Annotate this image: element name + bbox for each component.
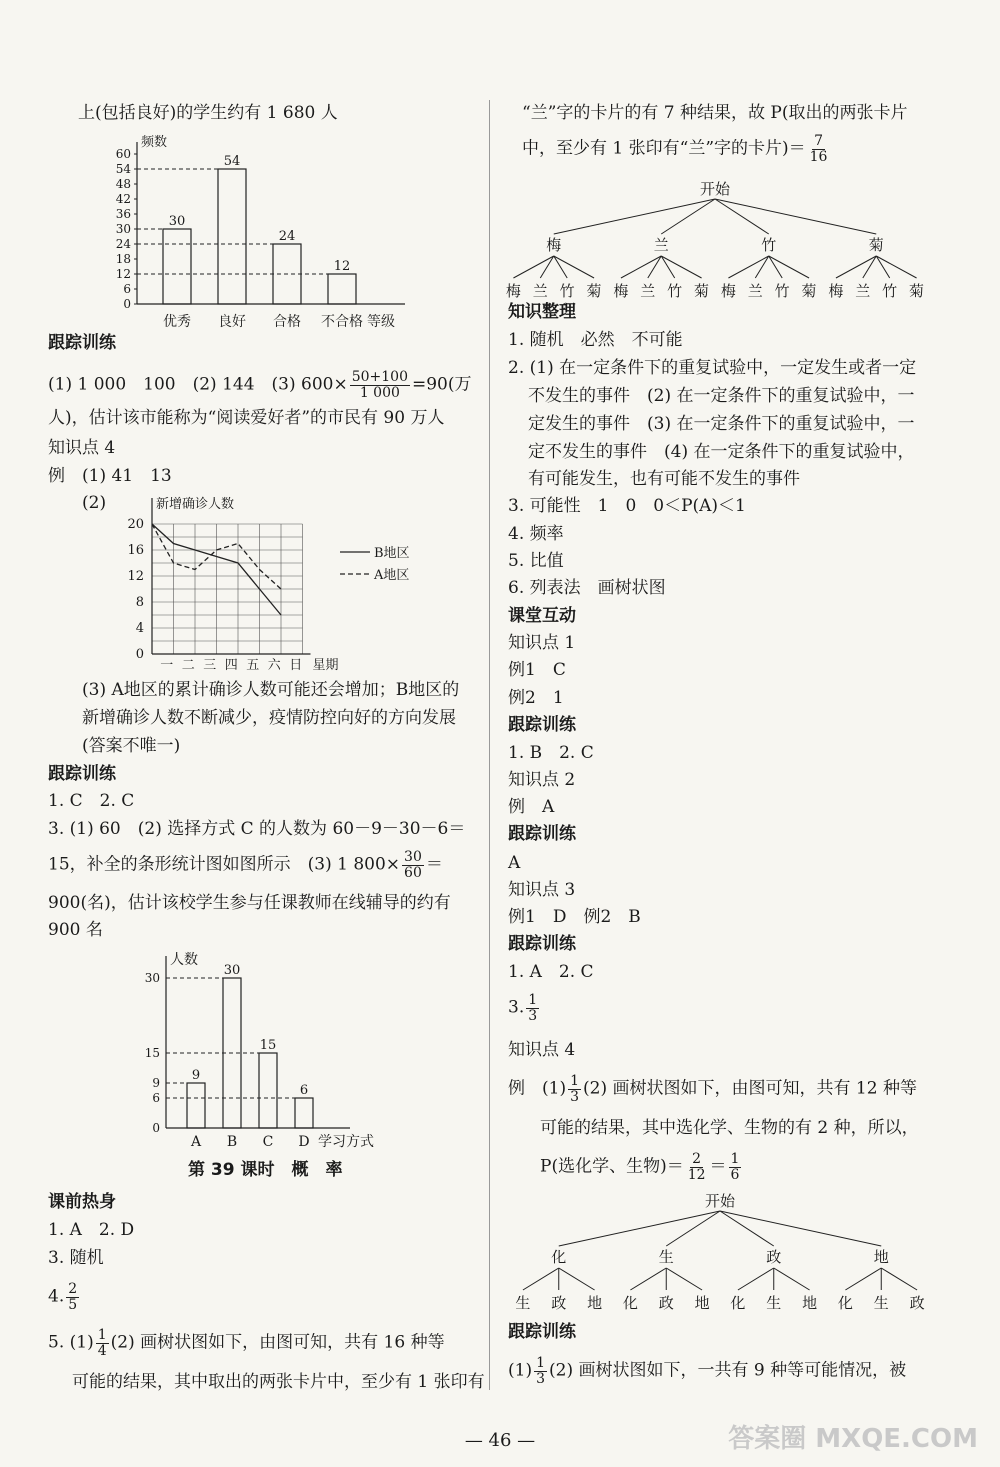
tree-branch <box>720 1211 774 1246</box>
tree-leaf: 生 <box>873 1294 889 1312</box>
text-line: 上(包括良好)的学生约有 1 680 人 <box>78 103 338 123</box>
x-tick-label: D <box>298 1134 310 1150</box>
x-tick-label: 合格 <box>273 314 301 330</box>
bar <box>218 169 246 304</box>
tree-leaf: 化 <box>622 1294 638 1312</box>
tree-leaf: 政 <box>909 1294 925 1312</box>
tree-leaf: 兰 <box>747 282 763 298</box>
y-tick-label: 30 <box>144 971 160 985</box>
case-line-chart <box>108 494 478 674</box>
answer-line: 例 A <box>508 797 555 817</box>
tree-leaf: 化 <box>837 1294 853 1312</box>
answer-line: (3) A地区的累计确诊人数可能还会增加；B地区的 <box>82 680 460 700</box>
tree-branch <box>559 1268 595 1290</box>
y-tick-label: 12 <box>127 569 144 584</box>
tree-leaf: 地 <box>587 1294 603 1312</box>
y-tick-label: 12 <box>115 267 131 281</box>
answer-line: 例2 1 <box>508 688 564 708</box>
tree-branch <box>666 1211 720 1246</box>
x-tick-label: 五 <box>246 658 260 673</box>
y-tick-label: 0 <box>135 647 144 662</box>
bar <box>163 229 191 304</box>
y-tick-label: 8 <box>135 595 144 610</box>
section-heading: 课堂互动 <box>508 606 576 626</box>
tree-leaf: 菊 <box>909 282 925 298</box>
tree-leaf: 梅 <box>828 282 844 298</box>
answer-line: 900 名 <box>48 920 103 940</box>
answer-line: 4. $\frac{2}{5}$ <box>48 1281 78 1313</box>
answer-line: “兰”字的卡片的有 7 种结果，故 P(取出的两张卡片 <box>522 103 908 123</box>
y-tick-label: 54 <box>115 162 131 176</box>
answer-line: 1. 随机 必然 不可能 <box>508 330 683 350</box>
tree-branch <box>523 1268 559 1290</box>
tree-leaf: 竹 <box>667 282 683 298</box>
y-axis-label: 人数 <box>170 952 198 968</box>
y-tick-label: 18 <box>115 252 131 266</box>
data-label: 54 <box>223 154 241 169</box>
answer-line: 1. A 2. C <box>508 962 594 982</box>
column-divider <box>489 100 490 1390</box>
x-tick-label: A <box>190 1134 202 1150</box>
watermark: 答案圈 MXQE.COM <box>728 1424 978 1454</box>
tree-branch <box>630 1268 666 1290</box>
x-tick-label: 不合格 <box>321 314 363 330</box>
answer-line: 3. 随机 <box>48 1248 104 1268</box>
tree-branch <box>881 1268 917 1290</box>
tree-node: 生 <box>658 1248 674 1266</box>
tree-leaf: 化 <box>730 1294 746 1312</box>
tree-leaf: 竹 <box>559 282 575 298</box>
bar <box>328 274 356 304</box>
answer-line: 中，至少有 1 张印有“兰”字的卡片)＝ $\frac{7}{16}$ <box>522 133 828 165</box>
tree-leaf: 生 <box>766 1294 782 1312</box>
y-tick-label: 24 <box>115 237 131 251</box>
y-tick-label: 9 <box>152 1076 160 1090</box>
x-tick-label: 优秀 <box>163 314 191 330</box>
tree-leaf: 兰 <box>855 282 871 298</box>
tree-branch <box>661 199 715 234</box>
tree-leaf: 菊 <box>586 282 602 298</box>
tree-branch <box>845 1268 881 1290</box>
bar <box>295 1098 313 1128</box>
data-label: 6 <box>299 1083 309 1098</box>
answer-line: 2. (1) 在一定条件下的重复试验中，一定发生或者一定 <box>508 358 917 378</box>
tree-leaf: 生 <box>515 1294 531 1312</box>
answer-line: 5. (1) $\frac{1}{4}$ (2) 画树状图如下，由图可知，共有 16 种等 <box>48 1327 445 1359</box>
answer-line: 1. C 2. C <box>48 791 135 811</box>
answer-line: 3. $\frac{1}{3}$ <box>508 992 538 1024</box>
x-tick-label: 二 <box>181 658 195 673</box>
y-tick-label: 6 <box>152 1091 160 1105</box>
bar <box>259 1053 277 1128</box>
y-tick-label: 0 <box>123 297 131 311</box>
answer-line: 例1 D 例2 B <box>508 907 641 927</box>
answer-line: 可能的结果，其中取出的两张卡片中，至少有 1 张印有 <box>72 1372 485 1392</box>
tree-branch <box>769 256 809 278</box>
section-heading: 跟踪训练 <box>48 764 116 784</box>
tree-node: 地 <box>873 1248 889 1266</box>
data-label: 24 <box>278 229 296 244</box>
tree-branch <box>661 256 701 278</box>
tree-branch <box>715 199 769 234</box>
tree-leaf: 梅 <box>613 282 629 298</box>
tree-node: 兰 <box>653 236 669 254</box>
y-tick-label: 0 <box>152 1121 160 1135</box>
x-axis-label: 学习方式 <box>318 1134 374 1150</box>
tree-branch <box>554 199 715 234</box>
tree-node: 政 <box>766 1248 782 1266</box>
x-tick-label: B <box>226 1134 238 1150</box>
x-axis-label: 等级 <box>367 314 395 330</box>
tree-leaf: 政 <box>658 1294 674 1312</box>
tree-branch <box>728 256 768 278</box>
tree-leaf: 兰 <box>532 282 548 298</box>
y-axis-label: 频数 <box>141 135 168 150</box>
answer-line: 1. A 2. D <box>48 1220 135 1240</box>
y-tick-label: 4 <box>135 621 144 636</box>
data-label: 15 <box>259 1038 277 1053</box>
answer-line: 不发生的事件 (2) 在一定条件下的重复试验中，一 <box>528 386 915 406</box>
example-line: 例 (1) 41 13 <box>48 466 172 486</box>
x-tick-label: 六 <box>267 658 281 673</box>
knowledge-point: 知识点 3 <box>508 880 576 900</box>
y-axis-label: 新增确诊人数 <box>156 497 235 512</box>
tree-branch <box>738 1268 774 1290</box>
answer-line: 有可能发生，也有可能不发生的事件 <box>528 469 800 489</box>
x-tick-label: 日 <box>289 658 303 673</box>
answer-line: 15，补全的条形统计图如图所示 (3) 1 800× $\frac{30}{60}$ ＝ <box>48 849 443 881</box>
knowledge-point: 知识点 4 <box>48 438 116 458</box>
section-heading: 课前热身 <box>48 1192 116 1212</box>
tree-leaf: 兰 <box>640 282 656 298</box>
x-tick-label: 四 <box>224 658 238 673</box>
knowledge-point: 知识点 2 <box>508 770 576 790</box>
tree-leaf: 政 <box>551 1294 567 1312</box>
section-heading: 跟踪训练 <box>48 333 116 353</box>
section-heading: 跟踪训练 <box>508 934 576 954</box>
y-tick-label: 15 <box>144 1046 160 1060</box>
tree-leaf: 竹 <box>774 282 790 298</box>
y-tick-label: 60 <box>115 147 131 161</box>
tree-branch <box>559 1211 720 1246</box>
answer-line: 3. 可能性 1 0 0＜P(A)＜1 <box>508 496 746 516</box>
tree-leaf: 竹 <box>882 282 898 298</box>
answer-line: 4. 频率 <box>508 524 564 544</box>
answer-line: P(选化学、生物)＝ $\frac{2}{12}$ ＝ $\frac{1}{6}$ <box>540 1151 740 1183</box>
tree-root: 开始 <box>704 1192 736 1210</box>
legend-label-a: A地区 <box>374 568 410 583</box>
tree-diagram-cards <box>500 178 930 298</box>
tree-branch <box>666 1268 702 1290</box>
tree-leaf: 菊 <box>801 282 817 298</box>
tree-branch <box>720 1211 881 1246</box>
section-heading: 跟踪训练 <box>508 824 576 844</box>
tree-branch <box>774 1268 810 1290</box>
tree-leaf: 地 <box>694 1294 710 1312</box>
answer-line: 定不发生的事件 (4) 在一定条件下的重复试验中， <box>528 442 915 462</box>
x-tick-label: 三 <box>203 658 217 673</box>
answer-line: 新增确诊人数不断减少，疫情防控向好的方向发展 <box>82 708 456 728</box>
tree-leaf: 梅 <box>505 282 521 298</box>
tree-diagram-subjects <box>505 1190 935 1318</box>
tree-root: 开始 <box>699 180 731 198</box>
section-heading: 知识整理 <box>508 302 576 322</box>
x-tick-label: 一 <box>160 658 174 673</box>
answer-line: 3. (1) 60 (2) 选择方式 C 的人数为 60－9－30－6＝ <box>48 819 466 839</box>
tree-branch <box>876 256 916 278</box>
lesson-heading: 第 39 课时 概 率 <box>188 1160 343 1180</box>
answer-line: 例1 C <box>508 660 566 680</box>
knowledge-point: 知识点 4 <box>508 1040 576 1060</box>
answer-line: 900(名)，估计该校学生参与任课教师在线辅导的约有 <box>48 893 451 913</box>
example-line: (2) <box>82 493 107 513</box>
method-bar-chart <box>140 948 440 1158</box>
y-tick-label: 36 <box>115 207 131 221</box>
tree-node: 梅 <box>546 236 562 254</box>
y-tick-label: 6 <box>123 282 131 296</box>
grade-bar-chart <box>105 132 435 332</box>
tree-branch <box>554 256 594 278</box>
y-tick-label: 42 <box>115 192 131 206</box>
y-tick-label: 20 <box>127 517 144 532</box>
bar <box>187 1083 205 1128</box>
tree-leaf: 梅 <box>720 282 736 298</box>
y-tick-label: 16 <box>127 543 144 558</box>
section-heading: 跟踪训练 <box>508 715 576 735</box>
answer-line: 1. B 2. C <box>508 743 594 763</box>
tree-branch <box>513 256 553 278</box>
data-label: 9 <box>191 1068 201 1083</box>
answer-line: (1) 1 000 100 (2) 144 (3) 600× $\frac{50+100}{1 000}$ =90(万 <box>48 369 472 401</box>
data-label: 30 <box>168 214 186 229</box>
data-label: 12 <box>333 259 351 274</box>
answer-line: (答案不唯一) <box>82 736 181 756</box>
y-tick-label: 48 <box>115 177 131 191</box>
tree-leaf: 地 <box>802 1294 818 1312</box>
answer-line: 5. 比值 <box>508 551 564 571</box>
tree-node: 菊 <box>868 236 884 254</box>
tree-node: 化 <box>551 1248 567 1266</box>
tree-node: 竹 <box>761 236 777 254</box>
answer-line: 可能的结果，其中选化学、生物的有 2 种，所以， <box>540 1118 919 1138</box>
x-tick-label: C <box>262 1134 274 1150</box>
tree-leaf: 菊 <box>694 282 710 298</box>
section-heading: 跟踪训练 <box>508 1322 576 1342</box>
x-tick-label: 良好 <box>218 314 246 330</box>
data-label: 30 <box>223 963 241 978</box>
answer-line: 人)，估计该市能称为“阅读爱好者”的市民有 90 万人 <box>48 408 445 428</box>
answer-line: (1) $\frac{1}{3}$ (2) 画树状图如下，一共有 9 种等可能情况，被 <box>508 1355 907 1387</box>
tree-branch <box>715 199 876 234</box>
answer-line: A <box>508 853 521 873</box>
legend-label-b: B地区 <box>374 546 410 561</box>
tree-branch <box>836 256 876 278</box>
answer-line: 定发生的事件 (3) 在一定条件下的重复试验中，一 <box>528 414 915 434</box>
tree-branch <box>621 256 661 278</box>
x-axis-label: 星期 <box>312 658 339 673</box>
answer-line: 6. 列表法 画树状图 <box>508 578 666 598</box>
answer-line: 例 (1) $\frac{1}{3}$ (2) 画树状图如下，由图可知，共有 12 种等 <box>508 1073 917 1105</box>
y-tick-label: 30 <box>115 222 131 236</box>
knowledge-point: 知识点 1 <box>508 633 576 653</box>
page-number: — 46 — <box>464 1430 536 1451</box>
